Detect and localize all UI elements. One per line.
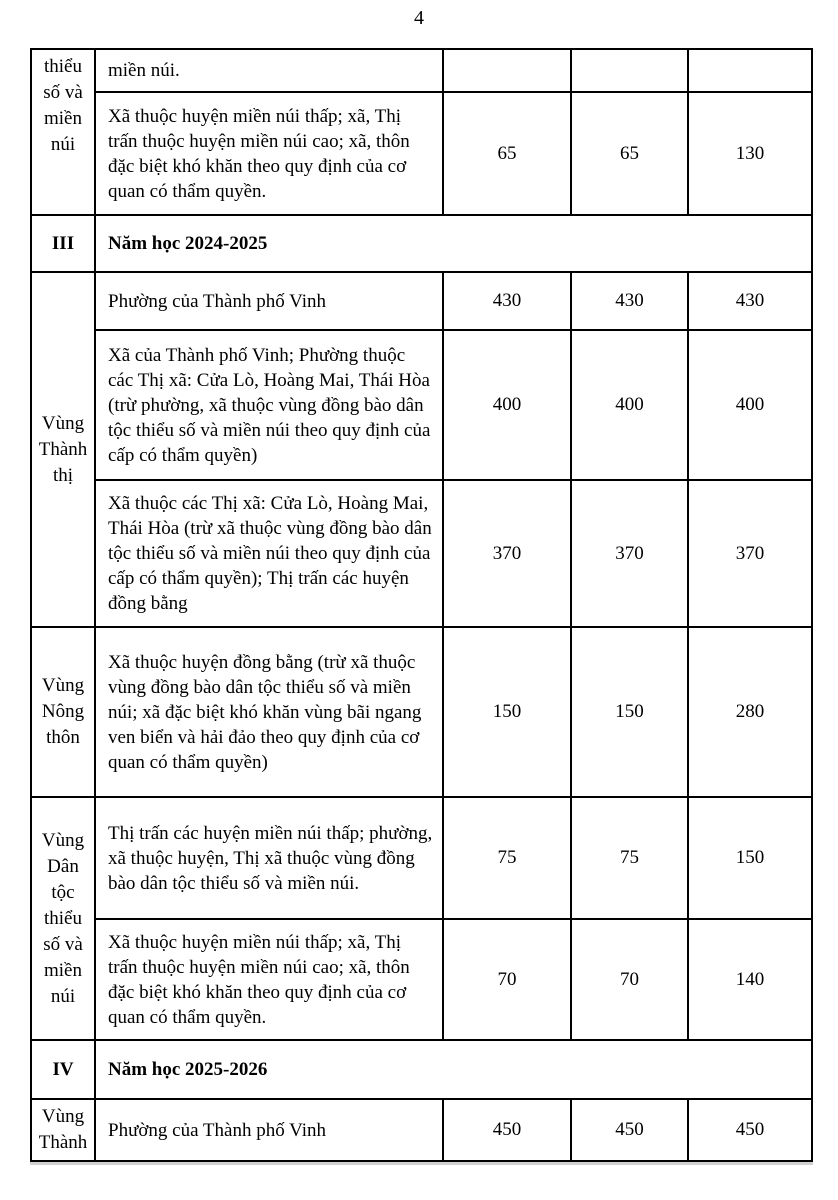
description-cell: miền núi. xyxy=(95,49,443,92)
description-cell: Xã thuộc huyện miền núi thấp; xã, Thị trấn thuộc huyện miền núi cao; xã, thôn đặc biệt khó khăn theo quy định của cơ quan có thẩm quyền. xyxy=(95,919,443,1040)
table-row xyxy=(31,92,812,215)
description-cell: Xã thuộc huyện miền núi thấp; xã, Thị trấn thuộc huyện miền núi cao; xã, thôn đặc biệt khó khăn theo quy định của cơ quan có thẩm quyền. xyxy=(95,92,443,215)
section-title-cell: Năm học 2024-2025 xyxy=(95,215,812,272)
value-cell: 400 xyxy=(443,330,571,480)
value-cell xyxy=(688,49,812,92)
value-cell: 400 xyxy=(571,330,688,480)
value-cell: 280 xyxy=(688,627,812,797)
page-number: 4 xyxy=(414,7,424,29)
description-cell: Xã thuộc huyện đồng bằng (trừ xã thuộc vùng đồng bào dân tộc thiểu số và miền núi; xã đặc biệt khó khăn vùng bãi ngang ven biển và hải đảo theo quy định của cơ quan có thẩm quyền) xyxy=(95,627,443,797)
value-cell: 75 xyxy=(443,797,571,919)
value-cell: 130 xyxy=(688,92,812,215)
section-index-cell: IV xyxy=(31,1040,95,1099)
value-cell: 450 xyxy=(443,1099,571,1161)
value-cell: 430 xyxy=(571,272,688,330)
description-cell: Xã thuộc các Thị xã: Cửa Lò, Hoàng Mai, Thái Hòa (trừ xã thuộc vùng đồng bào dân tộc thiểu số và miền núi theo quy định của cấp có thẩm quyền); Thị trấn các huyện đồng bằng xyxy=(95,480,443,627)
value-cell: 450 xyxy=(571,1099,688,1161)
value-cell: 150 xyxy=(688,797,812,919)
table-row xyxy=(31,272,812,330)
description-cell: Xã của Thành phố Vinh; Phường thuộc các Thị xã: Cửa Lò, Hoàng Mai, Thái Hòa (trừ phường, xã thuộc vùng đồng bào dân tộc thiểu số và miền núi theo quy định của cấp có thẩm quyền) xyxy=(95,330,443,480)
description-cell: Phường của Thành phố Vinh xyxy=(95,272,443,330)
table-row xyxy=(31,919,812,1040)
value-cell xyxy=(443,49,571,92)
section-row xyxy=(31,215,812,272)
fee-table xyxy=(30,48,813,1162)
value-cell: 370 xyxy=(443,480,571,627)
value-cell: 150 xyxy=(571,627,688,797)
table-row xyxy=(31,330,812,480)
value-cell: 400 xyxy=(688,330,812,480)
section-title-cell: Năm học 2025-2026 xyxy=(95,1040,812,1099)
value-cell: 430 xyxy=(688,272,812,330)
value-cell: 450 xyxy=(688,1099,812,1161)
value-cell: 70 xyxy=(443,919,571,1040)
value-cell: 65 xyxy=(443,92,571,215)
value-cell: 75 xyxy=(571,797,688,919)
table-row xyxy=(31,627,812,797)
region-cell: Vùng Thành thị xyxy=(31,272,95,627)
value-cell: 150 xyxy=(443,627,571,797)
table-row xyxy=(31,480,812,627)
region-cell: thiểu số và miền núi xyxy=(31,49,95,215)
section-row xyxy=(31,1040,812,1099)
value-cell: 370 xyxy=(688,480,812,627)
region-cell: Vùng Thành xyxy=(31,1099,95,1161)
region-cell: Vùng Dân tộc thiểu số và miền núi xyxy=(31,797,95,1040)
table-row xyxy=(31,797,812,919)
value-cell: 140 xyxy=(688,919,812,1040)
table-row xyxy=(31,1099,812,1161)
region-cell: Vùng Nông thôn xyxy=(31,627,95,797)
description-cell: Thị trấn các huyện miền núi thấp; phường, xã thuộc huyện, Thị xã thuộc vùng đồng bào dân tộc thiểu số và miền núi. xyxy=(95,797,443,919)
value-cell: 70 xyxy=(571,919,688,1040)
description-cell: Phường của Thành phố Vinh xyxy=(95,1099,443,1161)
table-row xyxy=(31,49,812,92)
value-cell: 370 xyxy=(571,480,688,627)
value-cell: 430 xyxy=(443,272,571,330)
section-index-cell: III xyxy=(31,215,95,272)
value-cell: 65 xyxy=(571,92,688,215)
value-cell xyxy=(571,49,688,92)
